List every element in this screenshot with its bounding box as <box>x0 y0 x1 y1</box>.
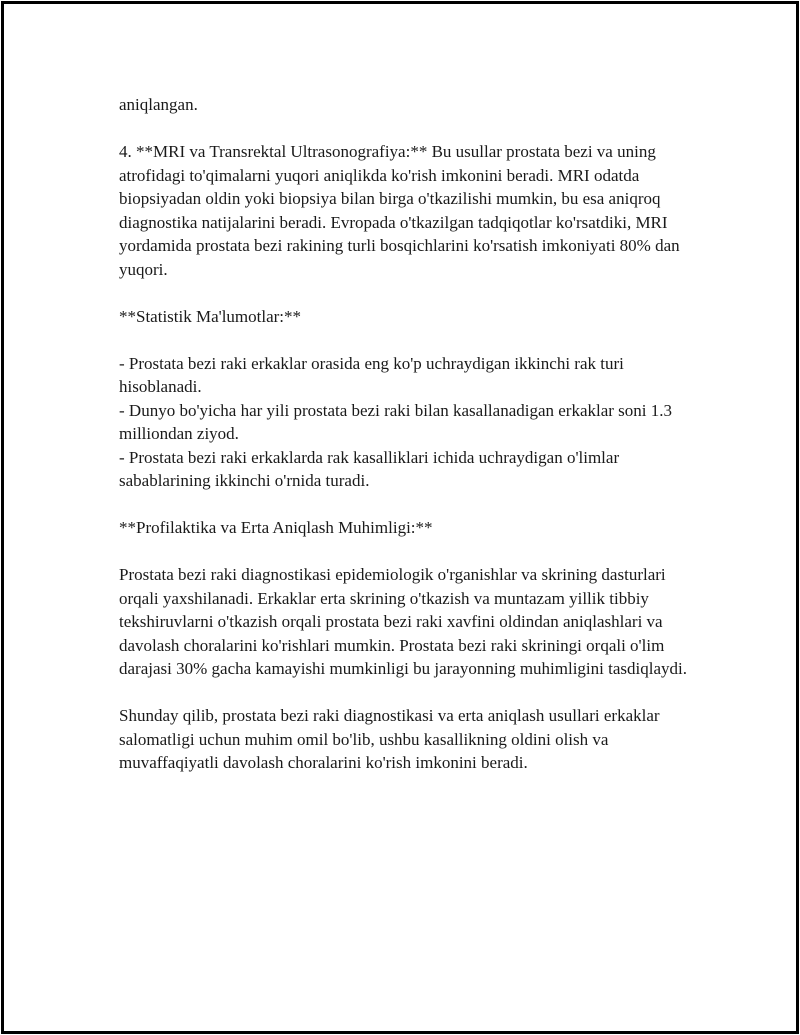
list-item: - Dunyo bo'yicha har yili prostata bezi raki bilan kasallanadigan erkaklar soni 1.3 milliondan ziyod. <box>119 400 673 443</box>
list-item: - Prostata bezi raki erkaklar orasida eng ko'p uchraydigan ikkinchi rak turi hisoblanadi. <box>119 353 624 396</box>
paragraph-continuation: aniqlangan. <box>119 95 198 114</box>
paragraph-mri: 4. **MRI va Transrektal Ultrasonografiya:** Bu usullar prostata bezi va uning atrofidagi to'qimalarni yuqori aniqlikda ko'rish imkonini beradi. MRI odatda biopsiyadan oldin yoki biopsiya bilan birga o'tkazilishi mumkin, bu esa aniqroq diagnostika natijalarini beradi. Evropada o'tkazilgan tadqiqotlar ko'rsatdiki, MRI yordamida prostata bezi rakining turli bosqichlarini ko'rsatish imkoniyati 80% dan yuqori. <box>119 142 680 279</box>
document-body <box>119 93 699 798</box>
document-page <box>1 1 799 1034</box>
heading-prevention: **Profilaktika va Erta Aniqlash Muhimligi:** <box>119 518 433 537</box>
list-item: - Prostata bezi raki erkaklarda rak kasalliklari ichida uchraydigan o'limlar sabablarining ikkinchi o'rnida turadi. <box>119 447 620 490</box>
paragraph-conclusion: Shunday qilib, prostata bezi raki diagnostikasi va erta aniqlash usullari erkaklar salomatligi uchun muhim omil bo'lib, ushbu kasallikning oldini olish va muvaffaqiyatli davolash choralarini ko'rish imkonini beradi. <box>119 706 660 772</box>
statistics-list <box>119 352 699 493</box>
paragraph-prevention: Prostata bezi raki diagnostikasi epidemiologik o'rganishlar va skrining dasturlari orqali yaxshilanadi. Erkaklar erta skrining o'tkazish va muntazam yillik tibbiy tekshiruvlarni o'tkazish orqali prostata bezi raki xavfini oldindan aniqlashlari va davolash choralarini ko'rishlari mumkin. Prostata bezi raki skriningi orqali o'lim darajasi 30% gacha kamayishi mumkinligi bu jarayonning muhimligini tasdiqlaydi. <box>119 565 687 678</box>
heading-statistics: **Statistik Ma'lumotlar:** <box>119 306 302 326</box>
